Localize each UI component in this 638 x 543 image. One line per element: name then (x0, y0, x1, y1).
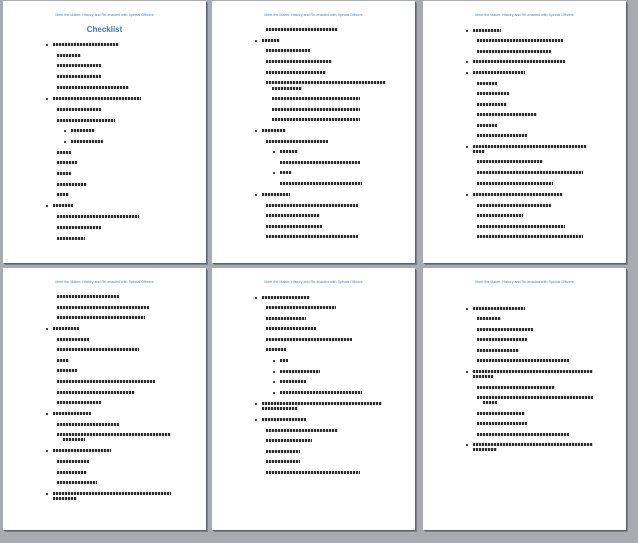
text-line (57, 460, 89, 463)
text-line (57, 151, 71, 154)
text-line (266, 214, 320, 217)
text-line (266, 235, 358, 238)
text-line (272, 118, 360, 121)
text-line (272, 108, 360, 111)
text-line (280, 171, 292, 174)
text-line (57, 380, 155, 383)
text-line (57, 306, 149, 309)
text-line (57, 423, 119, 426)
text-line (266, 204, 358, 207)
text-line (473, 375, 493, 378)
text-line (477, 82, 497, 85)
text-line (262, 129, 286, 132)
text-line (57, 226, 101, 229)
text-line (477, 103, 507, 106)
text-line (266, 49, 310, 52)
text-line (57, 369, 77, 372)
text-line (57, 295, 119, 298)
bullet (46, 98, 48, 100)
text-line (266, 450, 300, 453)
text-line (266, 439, 312, 442)
bullet (255, 403, 257, 405)
text-line (473, 145, 587, 148)
bullet (273, 371, 275, 373)
text-line (280, 391, 362, 394)
bullet (46, 413, 48, 415)
bullet (64, 141, 66, 143)
text-line (53, 204, 73, 207)
text-line (477, 204, 551, 207)
text-line (53, 97, 141, 100)
text-line (477, 92, 509, 95)
text-line (266, 317, 306, 320)
document-page-1[interactable] (3, 1, 206, 263)
text-line (53, 449, 111, 452)
document-title: Checklist (86, 25, 123, 34)
text-line (477, 124, 497, 127)
page-header: Meet the Maker: History and Re-enacted with Special Officers (55, 13, 154, 17)
text-line (63, 438, 85, 441)
text-line (477, 225, 565, 228)
bullet (46, 493, 48, 495)
text-line (266, 225, 322, 228)
text-line (272, 87, 302, 90)
text-line (280, 182, 362, 185)
text-line (57, 161, 77, 164)
bullet (46, 328, 48, 330)
bullet (46, 450, 48, 452)
text-line (57, 64, 101, 67)
text-line (477, 422, 527, 425)
bullet (255, 40, 257, 42)
text-line (483, 401, 497, 404)
text-line (53, 43, 119, 46)
page-header: Meet the Maker: History and Re-enacted with Special Officers (264, 13, 363, 17)
text-line (262, 296, 310, 299)
text-line (266, 81, 386, 84)
bullet (273, 360, 275, 362)
document-page-4[interactable] (3, 268, 206, 530)
text-line (477, 386, 555, 389)
document-page-3[interactable] (423, 1, 626, 263)
text-line (280, 150, 298, 153)
bullet (466, 61, 468, 63)
text-line (477, 412, 525, 415)
text-line (477, 317, 501, 320)
text-line (57, 75, 101, 78)
bullet (255, 130, 257, 132)
text-line (57, 108, 101, 111)
text-line (53, 327, 79, 330)
document-page-6[interactable] (423, 268, 626, 530)
text-line (477, 134, 527, 137)
text-line (262, 402, 382, 405)
text-line (262, 39, 280, 42)
text-line (477, 338, 527, 341)
text-line (280, 359, 288, 362)
text-line (57, 391, 135, 394)
text-line (477, 328, 533, 331)
text-line (266, 28, 338, 31)
bullet (273, 381, 275, 383)
text-line (53, 412, 91, 415)
text-line (57, 215, 139, 218)
text-line (57, 172, 71, 175)
text-line (57, 401, 101, 404)
text-line (272, 97, 360, 100)
text-line (53, 497, 77, 500)
page-header: Meet the Maker: History and Re-enacted with Special Officers (55, 280, 154, 284)
text-line (71, 129, 95, 132)
text-line (280, 370, 320, 373)
text-line (57, 316, 145, 319)
text-line (266, 306, 336, 309)
text-line (477, 359, 569, 362)
text-line (266, 140, 328, 143)
text-line (57, 183, 87, 186)
bullet (466, 72, 468, 74)
text-line (53, 492, 171, 495)
bullet (466, 371, 468, 373)
text-line (280, 161, 360, 164)
bullet (255, 194, 257, 196)
text-line (57, 119, 115, 122)
bullet (46, 44, 48, 46)
bullet (255, 419, 257, 421)
bullet (273, 151, 275, 153)
text-line (262, 193, 290, 196)
text-line (473, 29, 501, 32)
text-line (57, 237, 85, 240)
text-line (280, 380, 306, 383)
text-line (473, 448, 497, 451)
text-line (473, 443, 593, 446)
text-line (473, 71, 525, 74)
document-page-5[interactable] (212, 268, 415, 530)
page-header: Meet the Maker: History and Re-enacted with Special Officers (475, 280, 574, 284)
text-line (262, 418, 306, 421)
text-line (477, 235, 583, 238)
text-line (57, 86, 129, 89)
bullet (255, 297, 257, 299)
text-line (266, 348, 286, 351)
bullet (273, 392, 275, 394)
text-line (477, 214, 523, 217)
text-line (477, 113, 537, 116)
text-line (266, 60, 332, 63)
text-line (477, 171, 583, 174)
text-line (473, 307, 525, 310)
text-line (477, 396, 593, 399)
bullet (466, 30, 468, 32)
text-line (57, 471, 87, 474)
text-line (266, 429, 338, 432)
text-line (477, 433, 569, 436)
text-line (477, 182, 553, 185)
bullet (466, 146, 468, 148)
text-line (57, 348, 139, 351)
bullet (466, 444, 468, 446)
text-line (266, 71, 326, 74)
text-line (57, 433, 171, 436)
text-line (473, 193, 563, 196)
text-line (477, 50, 551, 53)
document-page-2[interactable] (212, 1, 415, 263)
text-line (477, 160, 543, 163)
bullet (46, 205, 48, 207)
text-line (473, 60, 565, 63)
text-line (266, 327, 316, 330)
text-line (266, 471, 360, 474)
bullet (64, 130, 66, 132)
text-line (477, 39, 563, 42)
text-line (57, 193, 69, 196)
text-line (57, 338, 89, 341)
bullet (273, 172, 275, 174)
text-line (266, 338, 352, 341)
text-line (262, 407, 298, 410)
page-header: Meet the Maker: History and Re-enacted with Special Officers (264, 280, 363, 284)
text-line (473, 150, 485, 153)
text-line (477, 349, 519, 352)
text-line (57, 359, 69, 362)
bullet (466, 308, 468, 310)
text-line (266, 460, 300, 463)
text-line (57, 481, 97, 484)
page-header: Meet the Maker: History and Re-enacted with Special Officers (475, 13, 574, 17)
text-line (71, 140, 103, 143)
text-line (57, 54, 81, 57)
bullet (466, 194, 468, 196)
text-line (473, 370, 593, 373)
